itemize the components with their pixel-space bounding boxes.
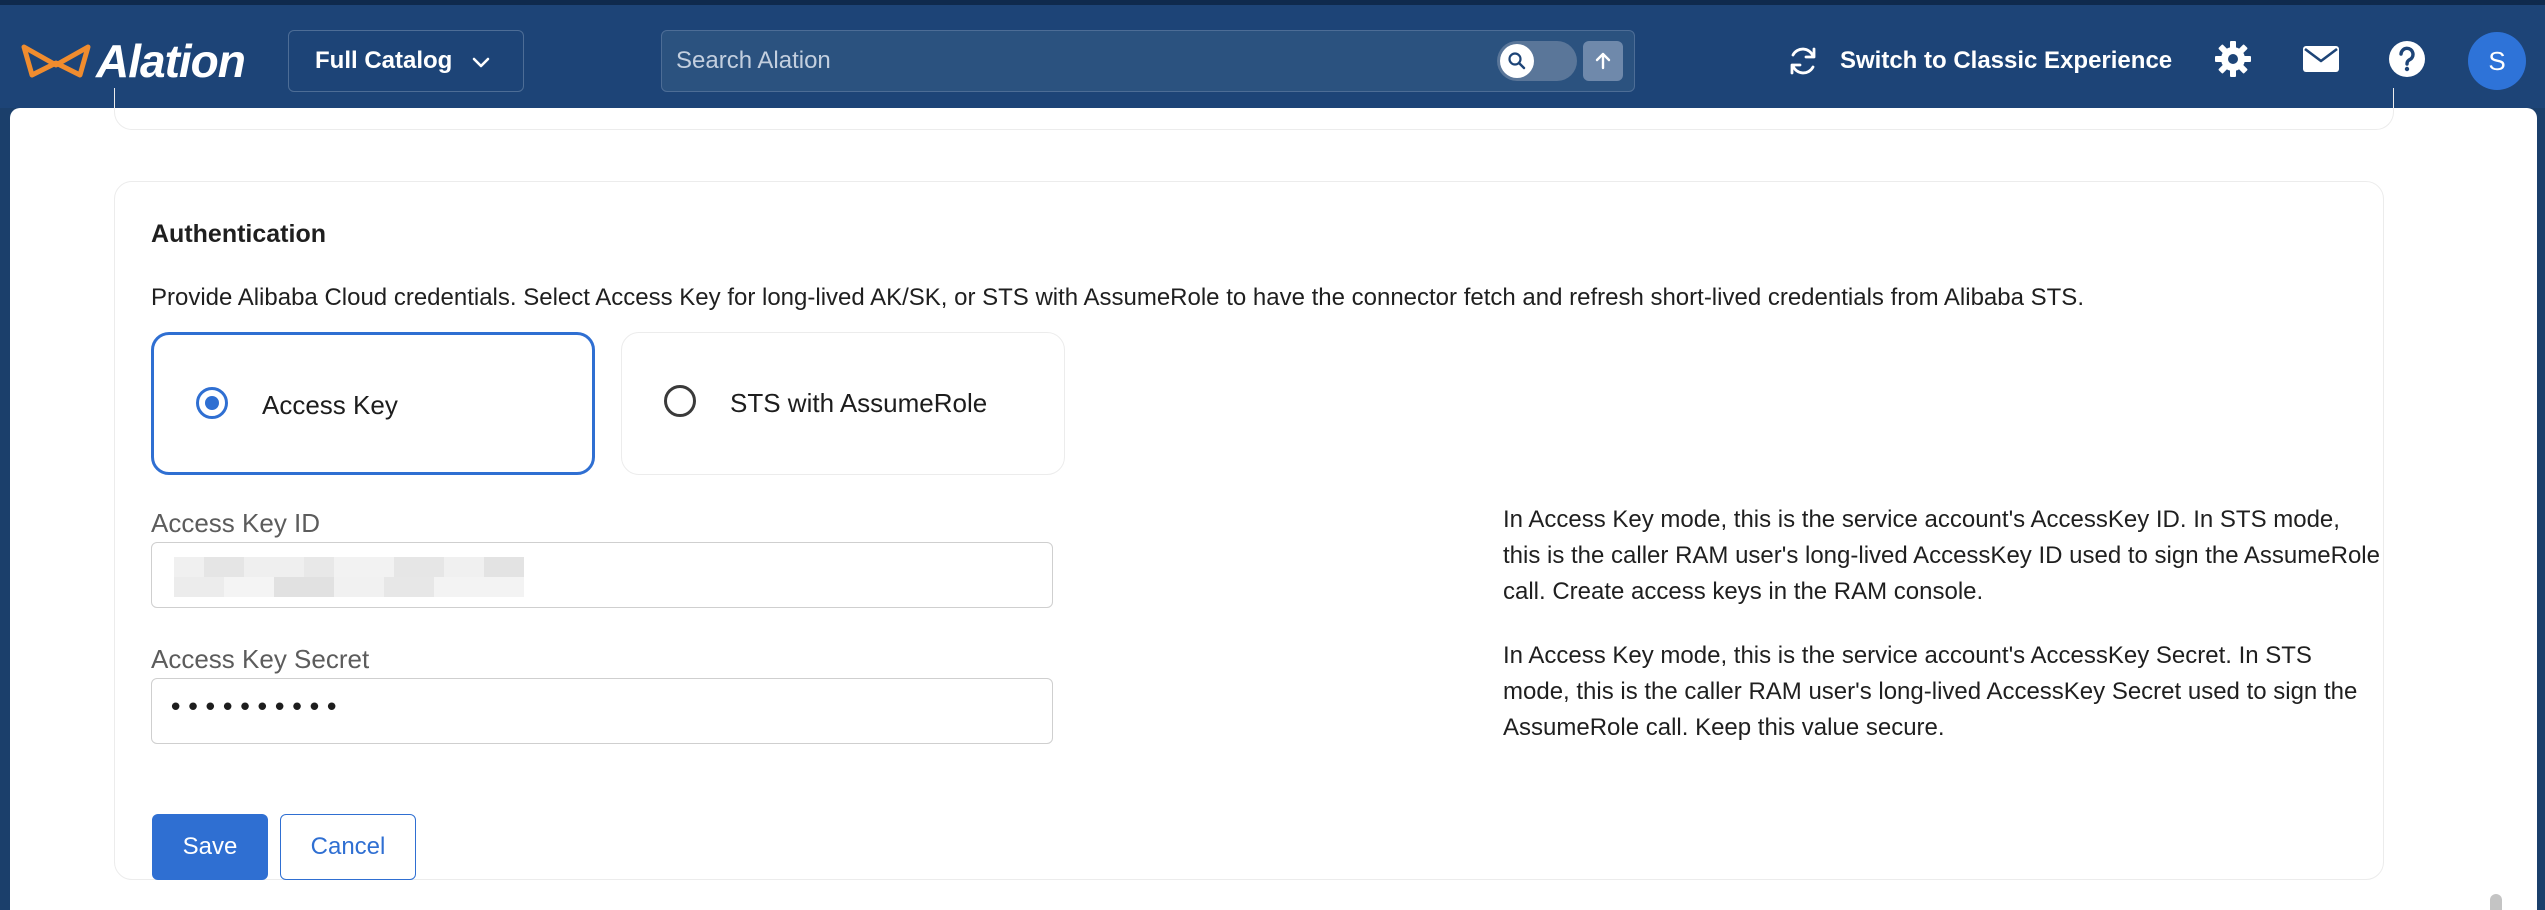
catalog-selector[interactable] [288, 30, 524, 92]
auth-option-access-key[interactable] [151, 332, 595, 475]
chevron-down-icon [471, 52, 491, 72]
radio-selected-icon [196, 387, 228, 419]
cancel-button[interactable]: Cancel [280, 814, 416, 880]
masked-secret: •••••••••• [168, 693, 342, 723]
authentication-card [114, 181, 2384, 880]
redacted-value [174, 557, 524, 597]
access-key-id-label: Access Key ID [151, 508, 321, 538]
previous-section-card [114, 88, 2394, 130]
switch-classic-label: Switch to Classic Experience [1840, 47, 2173, 74]
global-search [661, 30, 1635, 92]
radio-unselected-icon [664, 385, 696, 417]
auth-option-label: Access Key [262, 390, 398, 420]
access-key-secret-help: In Access Key mode, this is the service account's AccessKey Secret. In STS mode, this is the caller RAM user's long-lived AccessKey Secret used to sign the AssumeRole call. Keep this value secure. [1503, 642, 2358, 741]
brand-logo[interactable] [20, 33, 245, 89]
auth-option-label: STS with AssumeRole [730, 388, 988, 418]
mail-icon[interactable] [2301, 39, 2341, 79]
avatar-initial: S [2488, 45, 2506, 76]
gear-icon[interactable] [2213, 39, 2253, 79]
access-key-secret-input[interactable] [151, 678, 1053, 744]
search-submit-button[interactable] [1583, 41, 1623, 81]
section-title: Authentication [151, 220, 326, 248]
auth-option-sts-assumerole[interactable] [621, 332, 1065, 475]
switch-classic-experience-button[interactable] [1786, 35, 2172, 87]
brand-name: Alation [96, 35, 245, 87]
search-mode-toggle[interactable] [1497, 41, 1577, 81]
catalog-selector-label: Full Catalog [315, 47, 453, 74]
help-icon[interactable] [2387, 39, 2427, 79]
user-avatar[interactable] [2468, 32, 2526, 90]
access-key-secret-label: Access Key Secret [151, 644, 370, 674]
search-input[interactable] [676, 43, 1476, 79]
vertical-scrollbar[interactable] [2490, 894, 2502, 910]
arrow-up-icon [1592, 50, 1614, 72]
section-description: Provide Alibaba Cloud credentials. Select Access Key for long-lived AK/SK, or STS with AssumeRole to have the connector fetch and refresh short-lived credentials from Alibaba STS. [151, 284, 2084, 311]
search-icon [1500, 44, 1534, 78]
refresh-icon [1786, 44, 1820, 78]
alation-logo-icon [20, 41, 92, 81]
access-key-id-help: In Access Key mode, this is the service account's AccessKey ID. In STS mode, this is the caller RAM user's long-lived AccessKey ID used to sign the AssumeRole call. Create access keys in the RAM console. [1503, 506, 2380, 605]
main-content [10, 108, 2537, 910]
save-button[interactable]: Save [152, 814, 268, 880]
access-key-id-input[interactable] [151, 542, 1053, 608]
